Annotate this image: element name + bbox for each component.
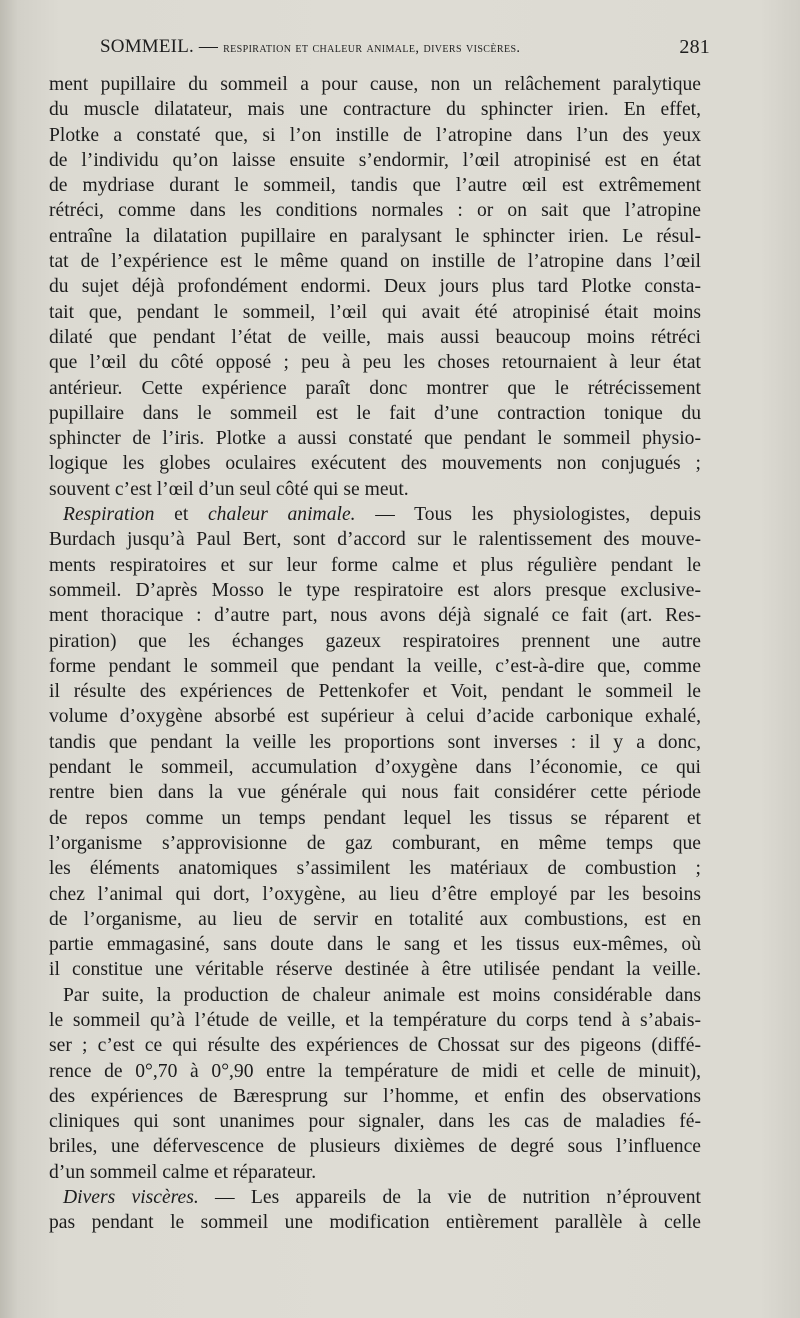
text-segment: pas pendant le sommeil une modification entièrement parallèle à celle	[49, 1212, 701, 1234]
text-line	[49, 730, 701, 755]
italic-heading: Respiration	[63, 504, 155, 526]
text-segment: sommeil. D’après Mosso le type respiratoire est alors presque exclusive-	[49, 579, 701, 601]
text-line	[49, 755, 701, 780]
text-line	[49, 603, 701, 628]
text-line	[49, 1033, 701, 1058]
text-segment: Plotke a constaté que, si l’on instille de l’atropine dans l’un des yeux	[49, 124, 701, 146]
text-segment: ment pupillaire du sommeil a pour cause, non un relâchement paralytique	[49, 74, 701, 95]
text-line	[49, 856, 701, 881]
text-segment: dilaté que pendant l’état de veille, mais aussi beaucoup moins rétréci	[49, 326, 701, 348]
text-line	[49, 1109, 701, 1134]
text-line	[49, 629, 701, 654]
text-segment: cliniques qui sont unanimes pour signaler, dans les cas de maladies fé-	[49, 1111, 701, 1133]
text-line	[49, 780, 701, 805]
text-line	[49, 224, 701, 249]
text-segment: d’un sommeil calme et réparateur.	[49, 1161, 317, 1183]
text-segment: piration) que les échanges gazeux respiratoires prennent une autre	[49, 630, 701, 652]
text-line	[49, 831, 701, 856]
running-head-subtitle: respiration et chaleur animale, divers viscères.	[223, 40, 521, 56]
text-segment: ments respiratoires et sur leur forme calme et plus régulière pendant le	[49, 554, 701, 576]
text-line	[49, 426, 701, 451]
text-line	[49, 654, 701, 679]
text-segment: de mydriase durant le sommeil, tandis que l’autre œil est extrêmement	[49, 175, 701, 197]
text-line	[49, 1008, 701, 1033]
text-line	[49, 376, 701, 401]
text-segment: forme pendant le sommeil que pendant la veille, c’est-à-dire que, comme	[49, 655, 701, 677]
text-segment: volume d’oxygène absorbé est supérieur à celui d’acide carbonique exhalé,	[49, 706, 701, 728]
text-line	[49, 527, 701, 552]
text-line	[49, 97, 701, 122]
text-line	[49, 1084, 701, 1109]
text-line	[49, 502, 701, 527]
text-line	[49, 1059, 701, 1084]
text-segment: pendant le sommeil, accumulation d’oxygène dans l’économie, ce qui	[49, 757, 701, 779]
text-segment: de l’individu qu’on laisse ensuite s’endormir, l’œil atropinisé est en état	[49, 149, 701, 171]
text-line	[49, 553, 701, 578]
text-line	[49, 249, 701, 274]
text-segment: chez l’animal qui dort, l’oxygène, au lieu d’être employé par les besoins	[49, 883, 701, 905]
text-segment: le sommeil qu’à l’étude de veille, et la température du corps tend à s’abais-	[49, 1009, 701, 1031]
text-segment: — Les appareils de la vie de nutrition n’éprouvent	[198, 1187, 701, 1209]
text-segment: entraîne la dilatation pupillaire en paralysant le sphincter irien. Le résul-	[49, 225, 701, 247]
text-line	[49, 882, 701, 907]
text-line	[49, 679, 701, 704]
text-segment: Par suite, la production de chaleur animale est moins considérable dans	[63, 984, 701, 1006]
text-line	[49, 274, 701, 299]
text-line	[49, 198, 701, 223]
text-segment: du muscle dilatateur, mais une contracture du sphincter irien. En effet,	[49, 99, 701, 121]
italic-heading: chaleur animale.	[207, 504, 356, 526]
text-segment: logique les globes oculaires exécutent des mouvements non conjugués ;	[49, 453, 701, 475]
text-segment: tat de l’expérience est le même quand on instille de l’atropine dans l’œil	[49, 251, 701, 273]
text-line	[49, 806, 701, 831]
text-line	[49, 401, 701, 426]
text-line	[49, 957, 701, 982]
text-segment: tandis que pendant la veille les proportions sont inverses : il y a donc,	[49, 731, 701, 753]
text-line	[49, 72, 701, 97]
text-segment: du sujet déjà profondément endormi. Deux jours plus tard Plotke consta-	[49, 276, 701, 298]
text-line	[49, 578, 701, 603]
running-head	[100, 36, 520, 58]
text-segment: sphincter de l’iris. Plotke a aussi constaté que pendant le sommeil physio-	[49, 428, 701, 450]
text-segment: rentre bien dans la vue générale qui nous fait considérer cette période	[49, 782, 701, 804]
text-line	[49, 325, 701, 350]
text-line	[49, 350, 701, 375]
body-text	[49, 72, 701, 1236]
text-segment: que l’œil du côté opposé ; peu à peu les choses retournaient à leur état	[49, 352, 701, 374]
text-segment: de repos comme un temps pendant lequel les tissus se réparent et	[49, 807, 701, 829]
text-segment: ment thoracique : d’autre part, nous avons déjà signalé ce fait (art. Res-	[49, 605, 701, 627]
text-segment: briles, une défervescence de plusieurs dixièmes de degré sous l’influence	[49, 1136, 701, 1158]
text-segment: rétréci, comme dans les conditions normales : or on sait que l’atropine	[49, 200, 701, 222]
text-segment: souvent c’est l’œil d’un seul côté qui se meut.	[49, 478, 409, 500]
text-line	[49, 1185, 701, 1210]
text-line	[49, 1160, 701, 1185]
text-segment: — Tous les physiologistes, depuis	[355, 504, 701, 526]
text-segment: ser ; c’est ce qui résulte des expériences de Chossat sur des pigeons (diffé-	[49, 1035, 701, 1057]
text-line	[49, 704, 701, 729]
text-line	[49, 983, 701, 1008]
text-segment: il résulte des expériences de Pettenkofer et Voit, pendant le sommeil le	[49, 681, 701, 703]
text-segment: pupillaire dans le sommeil est le fait d’une contraction tonique du	[49, 402, 701, 424]
text-line	[49, 300, 701, 325]
text-segment: rence de 0°,70 à 0°,90 entre la température de midi et celle de minuit),	[49, 1060, 701, 1082]
text-segment: Burdach jusqu’à Paul Bert, sont d’accord sur le ralentissement des mouve-	[49, 529, 701, 551]
text-line	[49, 148, 701, 173]
text-segment: de l’organisme, au lieu de servir en totalité aux combustions, est en	[49, 908, 701, 930]
text-segment: l’organisme s’approvisionne de gaz comburant, en même temps que	[49, 832, 701, 854]
text-segment: et	[154, 504, 208, 526]
text-segment: il constitue une véritable réserve destinée à être utilisée pendant la veille.	[49, 959, 701, 981]
text-line	[49, 1134, 701, 1159]
text-line	[49, 123, 701, 148]
text-line	[49, 477, 701, 502]
text-segment: tait que, pendant le sommeil, l’œil qui avait été atropinisé était moins	[49, 301, 701, 323]
text-segment: les éléments anatomiques s’assimilent les matériaux de combustion ;	[49, 858, 701, 880]
text-line	[49, 932, 701, 957]
italic-heading: Divers viscères.	[63, 1187, 199, 1209]
text-segment: partie emmagasiné, sans doute dans le sang et les tissus eux-mêmes, où	[49, 934, 701, 956]
text-segment: des expériences de Bæresprung sur l’homme, et enfin des observations	[49, 1085, 701, 1107]
page-number: 281	[679, 36, 710, 58]
text-line	[49, 173, 701, 198]
running-header	[100, 36, 710, 60]
text-line	[49, 451, 701, 476]
text-line	[49, 1210, 701, 1235]
running-head-start: SOMMEIL. —	[100, 36, 224, 57]
text-line	[49, 907, 701, 932]
text-segment: antérieur. Cette expérience paraît donc montrer que le rétrécissement	[49, 377, 701, 399]
